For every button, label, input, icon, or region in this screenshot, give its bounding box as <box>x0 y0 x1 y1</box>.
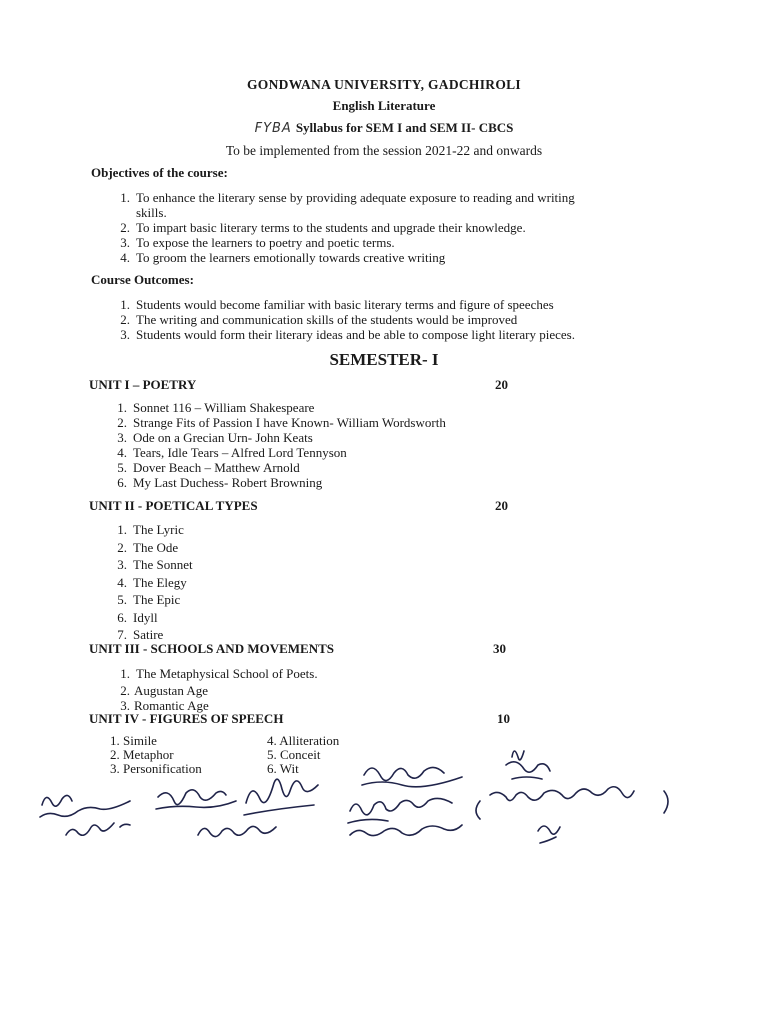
unit-2-heading <box>89 498 519 514</box>
unit-title: UNIT I – POETRY <box>89 377 197 392</box>
list-item: 3. Students would form their literary ideas and be able to compose light literary pieces. <box>120 327 575 342</box>
university-name: GONDWANA UNIVERSITY, GADCHIROLI <box>247 77 521 92</box>
subject-title: English Literature <box>332 98 436 113</box>
list-item: 3. Romantic Age <box>120 698 209 713</box>
list-item: 1. Students would become familiar with basic literary terms and figure of speeches <box>120 297 554 312</box>
syllabus-title-text: Syllabus for SEM I and SEM II- CBCS <box>295 120 514 135</box>
signature-1 <box>40 795 130 817</box>
list-item: skills. <box>136 205 167 220</box>
list-item: 5. Conceit <box>267 747 321 762</box>
unit-1-list <box>109 400 529 490</box>
unit-2-list <box>109 521 409 644</box>
signature-3 <box>156 790 236 809</box>
list-item: 6. Wit <box>267 761 299 776</box>
signature-7 <box>506 751 550 779</box>
unit-marks: 10 <box>497 711 510 726</box>
unit-3-list <box>112 665 432 712</box>
list-item: 4. To groom the learners emotionally towards creative writing <box>120 250 446 265</box>
list-item: 2. The writing and communication skills of the students would be improved <box>120 312 518 327</box>
unit-marks: 30 <box>493 641 506 656</box>
outcomes-heading: Course Outcomes: <box>91 272 194 287</box>
unit-3-heading <box>89 641 519 657</box>
list-item: 6. Idyll <box>117 609 158 625</box>
list-item: 4. Alliteration <box>267 733 340 748</box>
unit-marks: 20 <box>495 377 508 392</box>
list-item: 3. Ode on a Grecian Urn- John Keats <box>117 430 313 445</box>
list-item: 3. The Sonnet <box>117 557 193 572</box>
list-item: 2. Metaphor <box>110 747 174 762</box>
handwritten-fyba: FYBA <box>254 121 292 136</box>
unit-marks: 20 <box>495 498 508 513</box>
list-item: 1. Sonnet 116 – William Shakespeare <box>117 400 315 415</box>
list-item: 2. The Ode <box>117 539 179 555</box>
signature-9 <box>350 825 462 836</box>
list-item: 5. The Epic <box>117 592 181 607</box>
unit-4-heading <box>89 711 519 727</box>
list-item: 2. Strange Fits of Passion I have Known- William Wordsworth <box>117 415 446 430</box>
list-item: 3. Personification <box>110 761 202 776</box>
implementation-note: To be implemented from the session 2021-22 and onwards <box>225 143 543 158</box>
list-item: 2. To impart basic literary terms to the students and upgrade their knowledge. <box>120 220 526 235</box>
list-item: 2. Augustan Age <box>120 683 209 698</box>
list-item: 1. Simile <box>110 733 157 748</box>
signature-11 <box>538 826 560 843</box>
syllabus-title <box>0 120 768 136</box>
list-item: 1. The Metaphysical School of Poets. <box>120 666 318 681</box>
signatures-area <box>0 735 768 855</box>
unit-1-heading <box>89 377 519 393</box>
signature-8 <box>348 798 452 823</box>
unit-title: UNIT III - SCHOOLS AND MOVEMENTS <box>89 641 335 656</box>
list-item: 1. To enhance the literary sense by providing adequate exposure to reading and writing <box>120 190 575 205</box>
list-item: 6. My Last Duchess- Robert Browning <box>117 475 323 490</box>
semester-heading: SEMESTER- I <box>329 350 439 369</box>
list-item: 7. Satire <box>117 627 164 642</box>
signature-2 <box>66 823 130 835</box>
signature-6 <box>362 767 462 786</box>
signature-4 <box>244 779 318 815</box>
list-item: 5. Dover Beach – Matthew Arnold <box>117 460 300 475</box>
objectives-list <box>112 190 672 265</box>
list-item: 3. To expose the learners to poetry and poetic terms. <box>120 235 395 250</box>
objectives-heading: Objectives of the course: <box>91 165 228 180</box>
list-item: 4. Tears, Idle Tears – Alfred Lord Tennyson <box>117 445 347 460</box>
signature-5 <box>198 826 276 836</box>
outcomes-list <box>112 297 672 342</box>
list-item: 4. The Elegy <box>117 574 187 590</box>
unit-title: UNIT IV - FIGURES OF SPEECH <box>89 711 284 726</box>
unit-title: UNIT II - POETICAL TYPES <box>89 498 258 513</box>
signature-10 <box>476 787 668 819</box>
list-item: 1. The Lyric <box>117 522 184 537</box>
